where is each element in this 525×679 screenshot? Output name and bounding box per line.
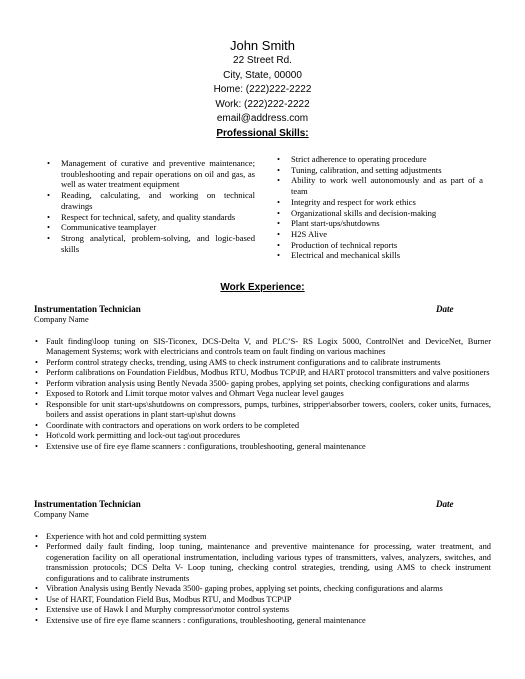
- skill-item: • Organizational skills and decision-making: [275, 208, 483, 219]
- skill-item: • H2S Alive: [275, 229, 483, 240]
- duty-item: • Vibration Analysis using Bently Nevada 3500- gaping probes, applying set points, checking configurations and alarms: [34, 584, 491, 594]
- duty-item: • Perform control strategy checks, trending, using AMS to check instrument configurations and to calibrate instruments: [34, 358, 491, 368]
- contact-header: [0, 38, 525, 127]
- job-title: Instrumentation Technician: [34, 499, 141, 509]
- job-duties-list: [34, 337, 491, 452]
- skill-item: • Respect for technical, safety, and quality standards: [45, 212, 255, 223]
- work-phone: Work: (222)222-2222: [215, 98, 310, 110]
- job-date: Date: [436, 499, 454, 509]
- skill-item: • Ability to work well autonomously and as part of a team: [275, 175, 483, 196]
- skill-item: • Strict adherence to operating procedure: [275, 154, 483, 165]
- home-phone: Home: (222)222-2222: [213, 84, 312, 95]
- skill-item: • Plant start-ups/shutdowns: [275, 218, 483, 229]
- job-duties-list: [34, 532, 491, 626]
- company-name: Company Name: [34, 315, 89, 324]
- experience-heading: Work Experience:: [220, 282, 305, 293]
- duty-item: • Perform calibrations on Foundation Fieldbus, Modbus RTU, Modbus TCP\IP, and HART protocol transmitters and valve positioners: [34, 368, 491, 378]
- city-state-zip: City, State, 00000: [223, 69, 302, 81]
- duty-item: • Use of HART, Foundation Field Bus, Modbus RTU, and Modbus TCP\IP: [34, 595, 491, 605]
- duty-item: • Exposed to Rotork and Limit torque motor valves and Ohmart Vega nuclear level gauges: [34, 389, 491, 399]
- skill-item: • Tuning, calibration, and setting adjustments: [275, 165, 483, 176]
- company-name: Company Name: [34, 510, 89, 519]
- skills-list-right: [275, 154, 483, 261]
- skill-item: • Management of curative and preventive maintenance; troubleshooting and repair operations on oil and gas, as well as water treatment equipment: [45, 158, 255, 190]
- duty-item: • Extensive use of Hawk I and Murphy compressor\motor control systems: [34, 605, 491, 615]
- skill-item: • Strong analytical, problem-solving, and logic-based skills: [45, 233, 255, 254]
- skill-item: • Reading, calculating, and working on technical drawings: [45, 190, 255, 211]
- applicant-name: John Smith: [229, 38, 296, 53]
- skill-item: • Integrity and respect for work ethics: [275, 197, 483, 208]
- duty-item: • Hot\cold work permitting and lock-out tag\out procedures: [34, 431, 491, 441]
- job-date: Date: [436, 304, 454, 314]
- duty-item: • Perform vibration analysis using Bently Nevada 3500- gaping probes, applying set points, checking configurations and alarms: [34, 379, 491, 389]
- street-address: 22 Street Rd.: [233, 55, 292, 66]
- duty-item: • Extensive use of fire eye flame scanners : configurations, troubleshooting, general maintenance: [34, 616, 491, 626]
- duty-item: • Extensive use of fire eye flame scanners : configurations, troubleshooting, general maintenance: [34, 442, 491, 452]
- duty-item: • Responsible for unit start-ups\shutdowns on compressors, pumps, turbines, stripper\absorber towers, coolers, coker units, furnaces, boilers and assist operations in plant start-up\shut downs: [34, 400, 491, 421]
- duty-item: • Experience with hot and cold permitting system: [34, 532, 491, 542]
- email-address: email@address.com: [216, 113, 309, 124]
- job-title: Instrumentation Technician: [34, 304, 141, 314]
- duty-item: • Performed daily fault finding, loop tuning, maintenance and preventive maintenance for processing, water treatment, and cogeneration facility on all operational instrumentation, including various types of transmitters, valves, analyzers, switches, and transmission protocols; DCS Delta V- Loop tuning, checking control strategies, trending, using AMS to check instrument configurations and to calibrate instruments: [34, 542, 491, 584]
- duty-item: • Coordinate with contractors and operations on work orders to be completed: [34, 421, 491, 431]
- skills-heading: Professional Skills:: [216, 128, 309, 139]
- skills-list-left: [45, 158, 255, 254]
- skill-item: • Communicative teamplayer: [45, 222, 255, 233]
- skill-item: • Production of technical reports: [275, 240, 483, 251]
- duty-item: • Fault finding\loop tuning on SIS-Ticonex, DCS-Delta V, and PLC’S- RS Logix 5000, ControlNet and DeviceNet, Burner Management Systems; work with electricians and controls team on fault finding on various machines: [34, 337, 491, 358]
- skill-item: • Electrical and mechanical skills: [275, 250, 483, 261]
